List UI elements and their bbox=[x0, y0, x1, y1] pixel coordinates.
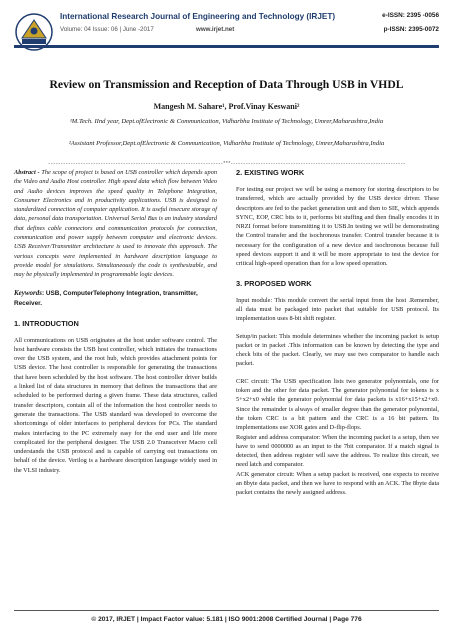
page-footer: © 2017, IRJET | Impact Factor value: 5.181 | ISO 9001:2008 Certified Journal | Page 776 bbox=[91, 616, 362, 623]
issn-block bbox=[359, 12, 439, 40]
proposed-paragraph: CRC circuit: The USB specification lists two generator polynomials, one for token and the other for data packet. The generator polynomial for tokens is x 5+x2+x0 while the generator polynomial for data packets is x16+x15+x2+x0. Since the remainder is always of smaller degree than the generator polynomial, the token CRC is a bit pattern and the CRC is a 16 bit pattern. Its implementations use XOR gates and D-flip-flops. bbox=[236, 377, 439, 432]
keywords-label: Keywords bbox=[14, 288, 42, 297]
keywords bbox=[14, 288, 217, 309]
volume-info: Volume: 04 Issue: 06 | June -2017 bbox=[60, 26, 154, 33]
p-issn: p-ISSN: 2395-0072 bbox=[383, 26, 439, 33]
abstract bbox=[14, 168, 217, 280]
keywords-text: : USB, ComputerTelephony Integration, transmitter, Receiver. bbox=[14, 289, 198, 307]
section-heading-existing-work: 2. EXISTING WORK bbox=[236, 168, 305, 177]
journal-title-block bbox=[60, 12, 336, 33]
abstract-label: Abstract - bbox=[14, 169, 40, 176]
proposed-paragraph: Register and address comparator: When the incoming packet is a setup, then we have to send 0000000 as an input to the 7bit comparator. If a match signal is detected, then address register will save the address. To realize this circuit, we need latch and comparator. bbox=[236, 433, 439, 469]
journal-website-link[interactable]: www.irjet.net bbox=[196, 26, 235, 33]
proposed-paragraph: Input module: This module convert the serial input from the host .Remember, all data must be packaged into packet that suitable for USB protocol. Its implementation uses 8-bit shift register. bbox=[236, 296, 439, 323]
section-divider: ----------------------------------------------------------------------***---------------------------------------------------------------------- bbox=[47, 161, 406, 167]
introduction-text: All communications on USB originates at the host under software control. The host hardware consists the USB host controller, which initiates the transactions over the USB system, and the root hub, which provides attachment points for USB device. The host controller is responsible for generating the transactions that have been scheduled by the host software. The host controller driver builds a linked list of data structures in memory that defines the transactions that are scheduled to be performed during a given frame. These data structures, called transfer descriptors, contain all of the information the host controller needs to generate the transactions. The USB standard was developed to overcome the shortcomings of older interfaces to peripheral devices for PCs. The standard makes interfacing to the PC extremely easy for the end user and life more complicated for the peripheral designer. The USB 2.0 Transceiver Macro cell understands the USB protocol and is capable of carrying out transactions on behalf of the device. Verilog is a hardware description language widely used in the VLSI industry. bbox=[14, 336, 217, 474]
proposed-paragraph: Setup/in packet: This module determines whether the incoming packet is setup packet or in packet .This information can be known by detecting the type and check bits of the packet. Clearly, we may use two comparator to handle each packet. bbox=[236, 332, 439, 368]
affiliation-1: ¹M.Tech. IInd year, Dept.ofElectronic & Communication, Vidharbha Institute of Technology, Umrer,Maharashtra,India bbox=[69, 118, 384, 125]
existing-work-text: For testing our project we will be using a memory for storing descriptors to be transferred, which are actually provided by the USB device driver. These descriptors are fed to the packet generation unit and then to SIE, which appends SYNC, EOP, CRC bits to it, performs bit stuffing and then finally encodes it in NRZI format before transmitting it to USB.In testing we will be demonstrating the Control transfer and the isochronous transfer. Control transfer because it is necessary for the configuration of a new device and isochronous because full speed devices support it and it will be more appropriate to test the device for critical high-speed operation than for a low speed operation. bbox=[236, 186, 439, 268]
affiliation-2: ²Assistant Professor,Dept.ofElectronic & Communication, Vidharbha Institute of Technology, Umrer,Maharashtra,India bbox=[68, 140, 385, 147]
left-column bbox=[14, 168, 217, 475]
abstract-text: The scope of project is based on USB controller which depends upon the Video and Audio Host controller. High speed data which flow between Video and Audio devices improves the speed quality in Telephone Integration, Consumer Electronics and in productivity applications. USB is designed to standardized connection of computer application. It is useful insecure storage of data, personal data transportation. Universal Serial Bus is an industry standard that defines cable connectors and communication protocols for connection, communication and power supply between computer and electronic devices. USB Receiver/Transmitter architecture is used to innovate this approach. The various concepts were implemented in hardware description language to provide model for simulations. Simultaneously the code is synthesizable, and may be physically implemented in programmable logic devices. bbox=[14, 169, 217, 279]
paper-authors: Mangesh M. Sahare¹, Prof.Vinay Keswani² bbox=[153, 102, 300, 111]
paper-title: Review on Transmission and Reception of Data Through USB in VHDL bbox=[49, 78, 404, 91]
section-heading-proposed-work: 3. PROPOSED WORK bbox=[236, 278, 312, 288]
journal-meta-row bbox=[60, 26, 320, 38]
journal-name: International Research Journal of Engineering and Technology (IRJET) bbox=[60, 12, 336, 21]
footer-rule bbox=[14, 610, 439, 611]
section-heading-introduction: 1. INTRODUCTION bbox=[14, 318, 79, 328]
header-rule bbox=[14, 45, 439, 48]
e-issn: e-ISSN: 2395 -0056 bbox=[382, 12, 439, 19]
proposed-paragraph: ACK generator circuit: When a setup packet is received, one expects to receive an 8byte data packet, and then we have to respond with an ACK. The 8byte data packet contains the newly assigned address. bbox=[236, 470, 439, 497]
right-column bbox=[236, 168, 439, 498]
